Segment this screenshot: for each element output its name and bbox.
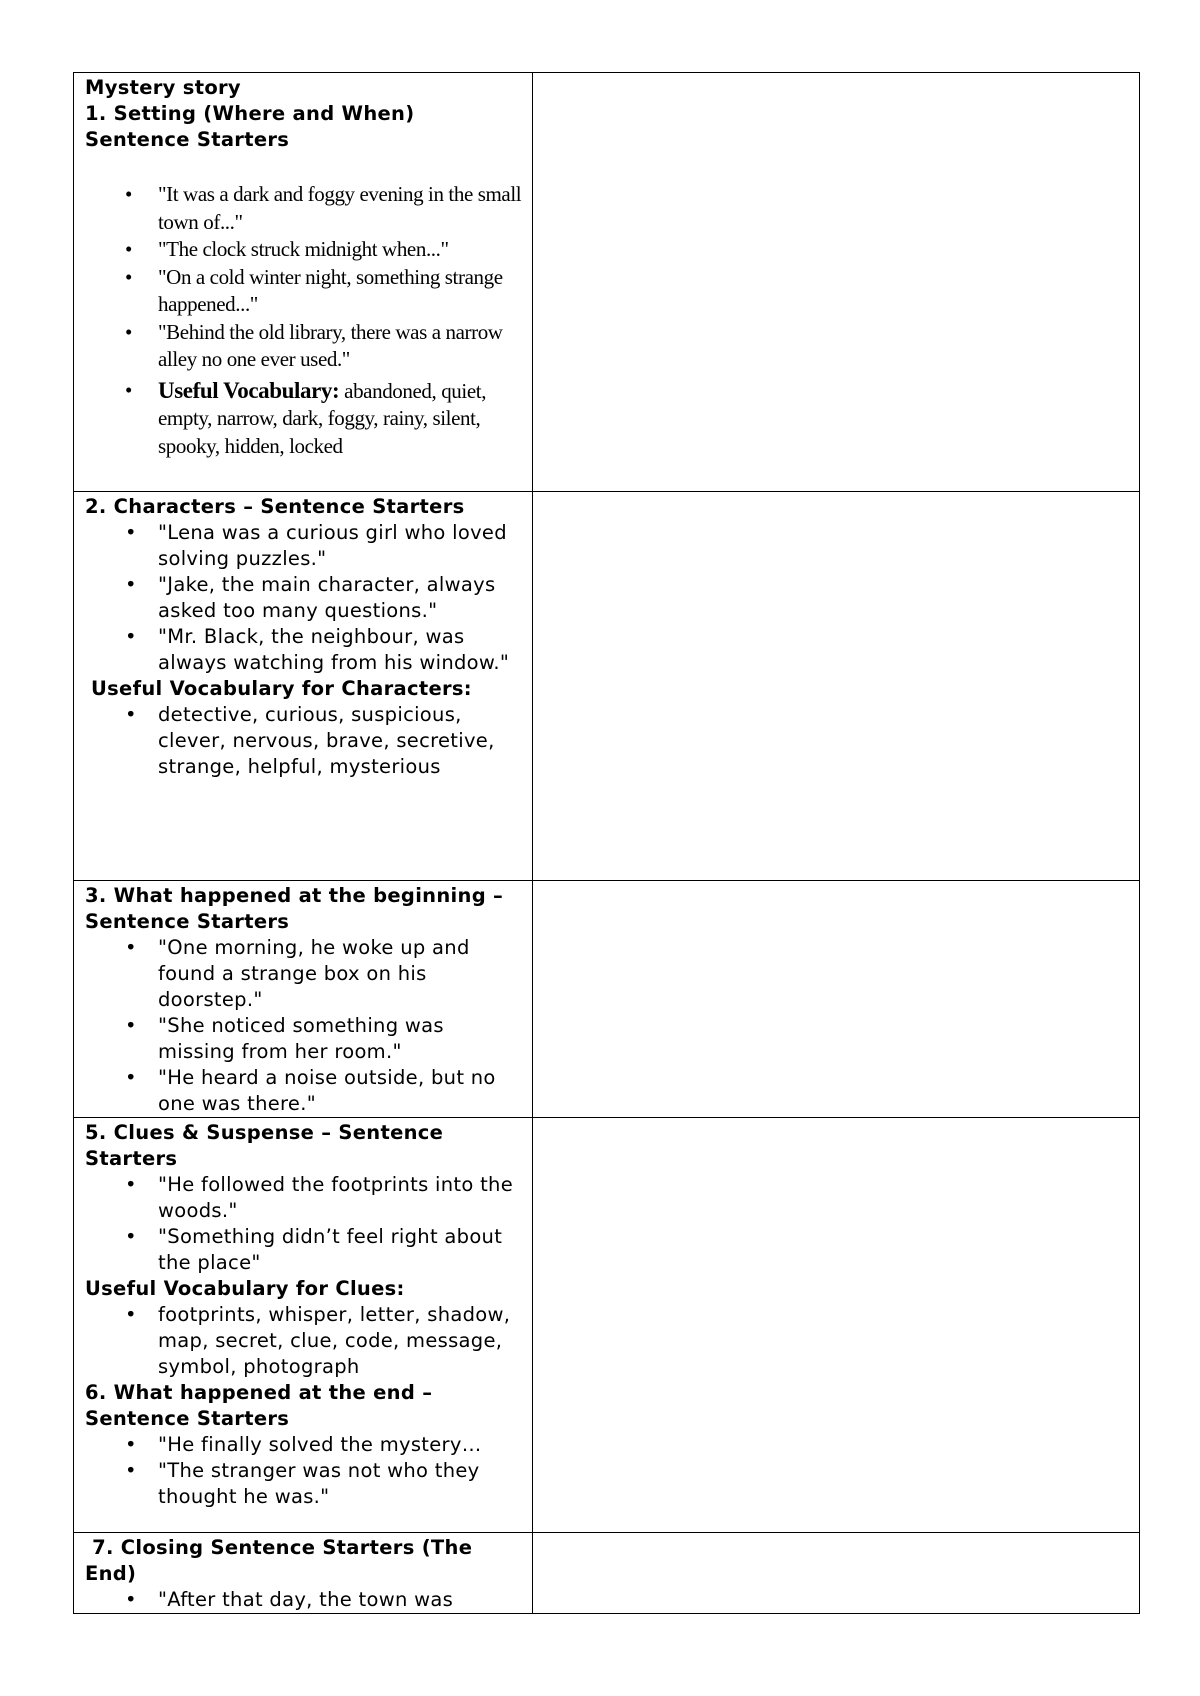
- section-heading-characters: 2. Characters – Sentence Starters: [85, 495, 465, 518]
- list-item: • "Behind the old library, there was a narrow alley no one ever used.": [125, 319, 503, 371]
- list-item: • "Jake, the main character, always asked too many questions.": [125, 573, 496, 622]
- prompt-cell-closing: [74, 1533, 533, 1614]
- row-closing: [74, 1533, 1140, 1614]
- clues-vocabulary-list: [85, 1302, 526, 1380]
- list-item: • "He followed the footprints into the woods.": [125, 1173, 514, 1222]
- list-item: • "After that day, the town was: [125, 1588, 454, 1611]
- list-item: • "On a cold winter night, something strange happened...": [125, 264, 503, 316]
- list-item: • footprints, whisper, letter, shadow, map, secret, clue, code, message, symbol, photograph: [125, 1303, 511, 1378]
- section-heading-closing: 7. Closing Sentence Starters (The End): [85, 1536, 480, 1585]
- setting-starters-list: [85, 181, 526, 460]
- prompt-cell-beginning: [74, 881, 533, 1118]
- list-item: • "The stranger was not who they thought he was.": [125, 1459, 480, 1508]
- list-item: • "Something didn’t feel right about the place": [125, 1225, 503, 1274]
- prompt-cell-characters: [74, 492, 533, 881]
- section-heading-beginning: 3. What happened at the beginning – Sentence Starters: [85, 884, 504, 933]
- row-characters: [74, 492, 1140, 881]
- list-item: • "She noticed something was missing from her room.": [125, 1014, 444, 1063]
- list-item: • "The clock struck midnight when...": [125, 237, 449, 261]
- vocabulary-heading-characters: Useful Vocabulary for Characters:: [91, 677, 472, 700]
- row-clues-and-end: [74, 1118, 1140, 1533]
- document-title: Mystery story: [85, 76, 241, 99]
- clues-starters-list: [85, 1172, 526, 1276]
- vocabulary-words: abandoned, quiet, empty, narrow, dark, foggy, rainy, silent, spooky, hidden, locked: [158, 378, 487, 458]
- closing-starters-list: [85, 1587, 526, 1613]
- list-item: • "Mr. Black, the neighbour, was always watching from his window.": [125, 625, 510, 674]
- prompt-cell-setting: [74, 73, 533, 492]
- characters-starters-list: [85, 520, 526, 676]
- vocabulary-label: Useful Vocabulary:: [158, 377, 340, 403]
- list-item-vocabulary: • Useful Vocabulary: abandoned, quiet, empty, narrow, dark, foggy, rainy, silent, spooky, hidden, locked: [125, 377, 487, 458]
- characters-vocabulary-list: [85, 702, 526, 780]
- section-heading-end: 6. What happened at the end – Sentence Starters: [85, 1381, 433, 1430]
- list-item: • "He finally solved the mystery…: [125, 1433, 482, 1456]
- answer-cell-closing[interactable]: [533, 1533, 1140, 1614]
- vocabulary-heading-clues: Useful Vocabulary for Clues:: [85, 1277, 405, 1300]
- list-item: • "One morning, he woke up and found a strange box on his doorstep.": [125, 936, 470, 1011]
- list-item: • "He heard a noise outside, but no one was there.": [125, 1066, 496, 1115]
- answer-cell-setting[interactable]: [533, 73, 1140, 492]
- answer-cell-characters[interactable]: [533, 492, 1140, 881]
- prompt-cell-clues: [74, 1118, 533, 1533]
- section-heading-setting: 1. Setting (Where and When): [85, 102, 415, 125]
- section-subheading-starters: Sentence Starters: [85, 128, 290, 151]
- list-item: • "It was a dark and foggy evening in the small town of...": [125, 182, 522, 234]
- row-beginning: [74, 881, 1140, 1118]
- beginning-starters-list: [85, 935, 526, 1117]
- row-setting: [74, 73, 1140, 492]
- answer-cell-clues[interactable]: [533, 1118, 1140, 1533]
- list-item: • detective, curious, suspicious, clever, nervous, brave, secretive, strange, helpful, mysterious: [125, 703, 495, 778]
- end-starters-list: [85, 1432, 526, 1510]
- section-heading-clues: 5. Clues & Suspense – Sentence Starters: [85, 1121, 444, 1170]
- story-planner-table: [73, 72, 1140, 1614]
- list-item: • "Lena was a curious girl who loved solving puzzles.": [125, 521, 507, 570]
- answer-cell-beginning[interactable]: [533, 881, 1140, 1118]
